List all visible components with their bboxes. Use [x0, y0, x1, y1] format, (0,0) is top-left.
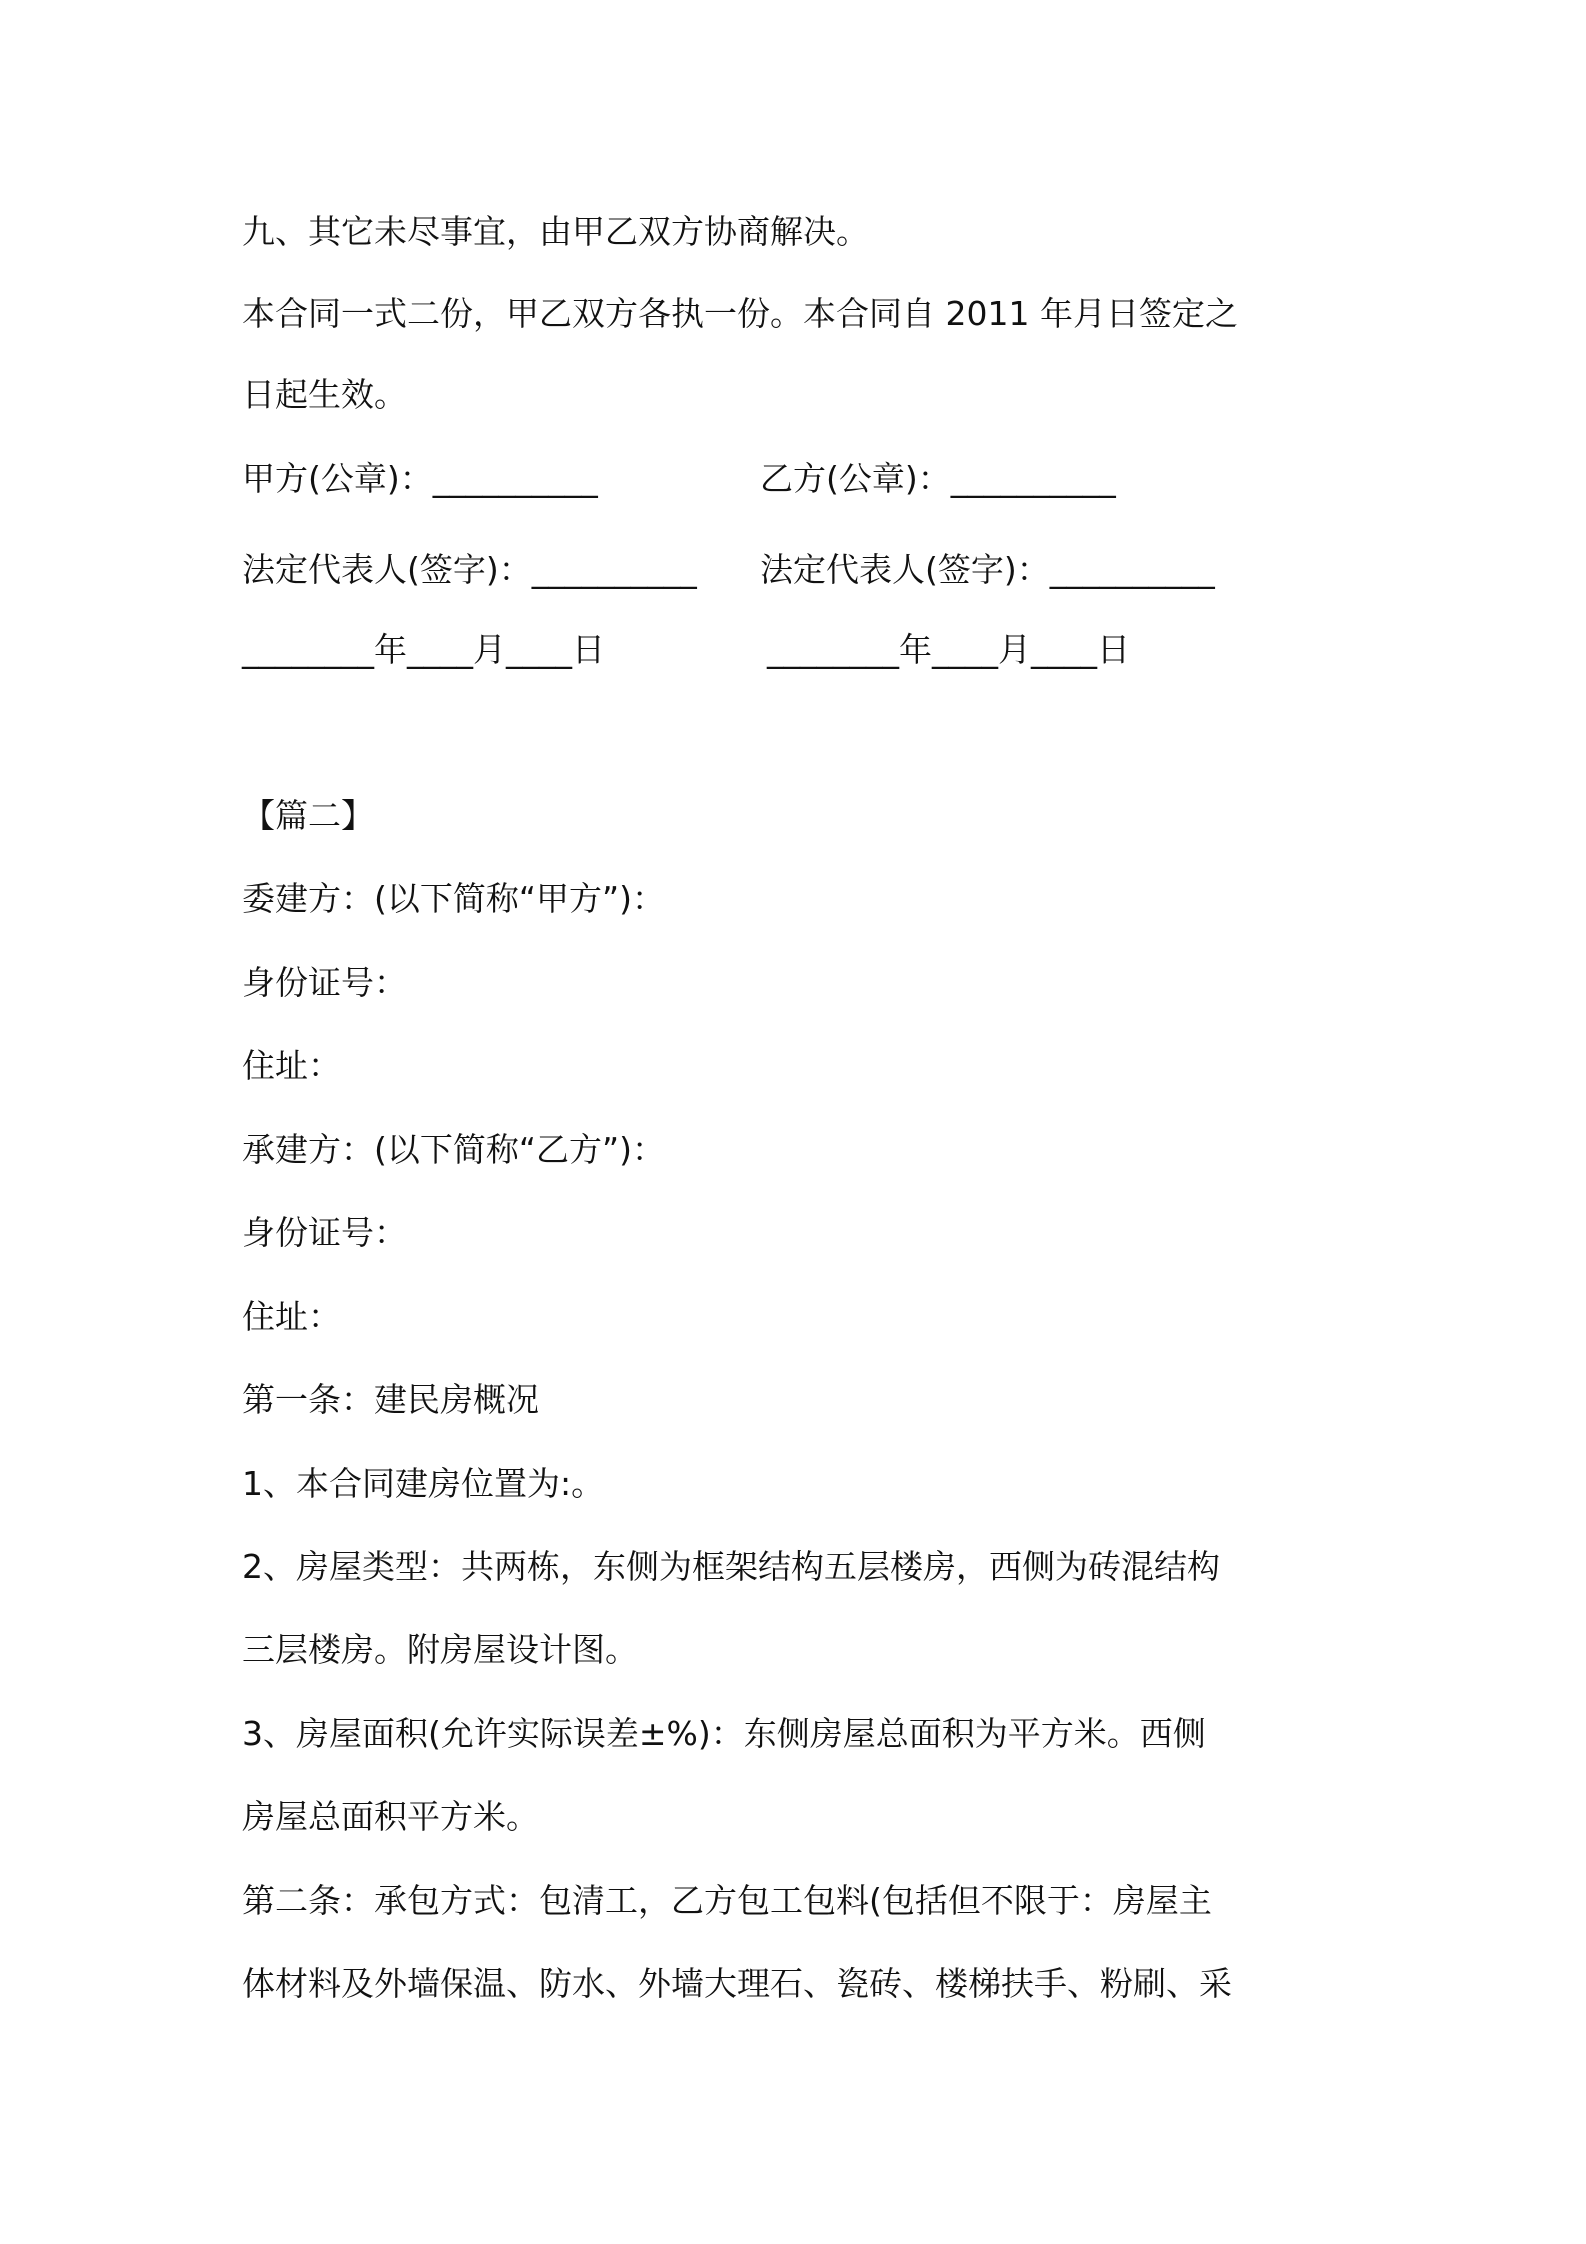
clause-9-text: 九、其它未尽事宜，由甲乙双方协商解决。 [242, 212, 869, 251]
article-1-item-3-line-1: 3、房屋面积(允许实际误差±%)：东侧房屋总面积为平方米。西侧 [242, 1714, 1206, 1753]
party-b-seal-field: 乙方(公章)：__________ [760, 459, 1116, 498]
party-a-seal-field: 甲方(公章)：__________ [242, 459, 598, 498]
contractor-party-label: 承建方：(以下简称“乙方”)： [242, 1130, 665, 1169]
article-1-item-1: 1、本合同建房位置为:。 [242, 1464, 605, 1503]
article-1-item-3-line-2: 房屋总面积平方米。 [242, 1797, 539, 1836]
article-1-item-2-line-2: 三层楼房。附房屋设计图。 [242, 1630, 638, 1669]
party-a-legal-rep-field: 法定代表人(签字)：__________ [242, 550, 697, 589]
party-b-legal-rep-field: 法定代表人(签字)：__________ [760, 550, 1215, 589]
article-2-line-1: 第二条：承包方式：包清工，乙方包工包料(包括但不限于：房屋主 [242, 1881, 1212, 1920]
section-heading-part-two: 【篇二】 [242, 796, 374, 835]
copies-clause-line-1: 本合同一式二份，甲乙双方各执一份。本合同自 2011 年月日签定之 [242, 294, 1238, 333]
client-address-label: 住址： [242, 1046, 341, 1085]
article-1-title: 第一条：建民房概况 [242, 1380, 539, 1419]
party-a-date-field: ________年____月____日 [242, 630, 605, 669]
contractor-address-label: 住址： [242, 1297, 341, 1336]
article-1-item-2-line-1: 2、房屋类型：共两栋，东侧为框架结构五层楼房，西侧为砖混结构 [242, 1547, 1220, 1586]
contractor-id-number-label: 身份证号： [242, 1213, 407, 1252]
client-party-label: 委建方：(以下简称“甲方”)： [242, 879, 665, 918]
article-2-line-2: 体材料及外墙保温、防水、外墙大理石、瓷砖、楼梯扶手、粉刷、采 [242, 1964, 1232, 2003]
party-b-date-field: ________年____月____日 [767, 630, 1130, 669]
client-id-number-label: 身份证号： [242, 963, 407, 1002]
copies-clause-line-2: 日起生效。 [242, 375, 407, 414]
